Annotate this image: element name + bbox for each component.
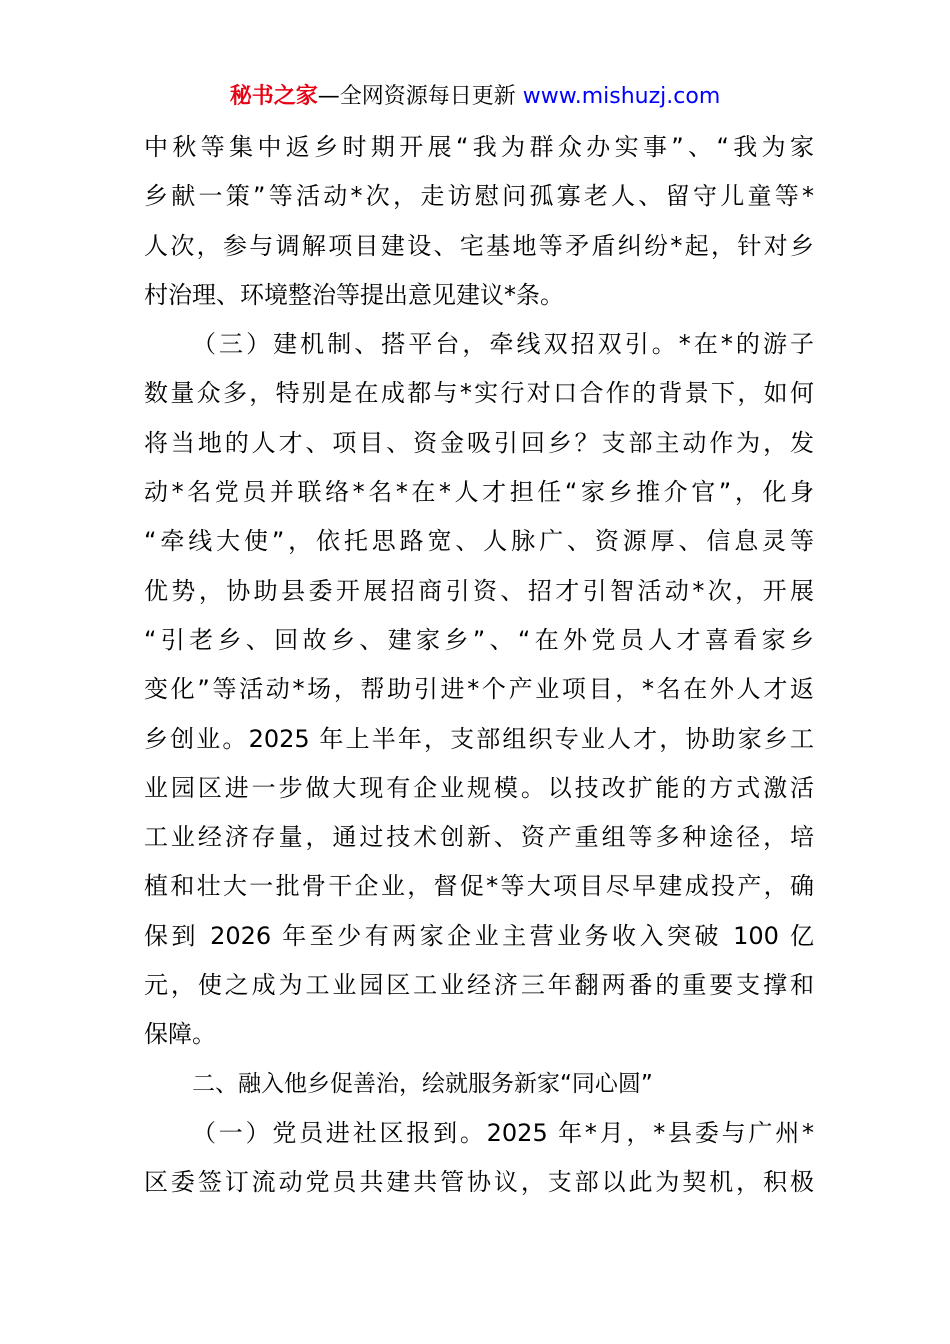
text-line: 变化”等活动*场，帮助引进*个产业项目，*名在外人才返 xyxy=(144,675,814,704)
text-line: 人次，参与调解项目建设、宅基地等矛盾纠纷*起，针对乡 xyxy=(144,231,814,260)
text-line: 将当地的人才、项目、资金吸引回乡？支部主动作为，发 xyxy=(144,428,814,457)
site-header xyxy=(0,80,950,114)
text-line: 植和壮大一批骨干企业，督促*等大项目尽早建成投产，确 xyxy=(144,872,814,901)
text-line: 保障。 xyxy=(144,1020,216,1049)
text-line: 数量众多，特别是在成都与*实行对口合作的背景下，如何 xyxy=(144,379,814,408)
text-line: “牵线大使”，依托思路宽、人脉广、资源厚、信息灵等 xyxy=(144,527,814,556)
text-line: 乡献一策”等活动*次，走访慰问孤寡老人、留守儿童等* xyxy=(144,182,814,211)
text-line: 动*名党员并联络*名*在*人才担任“家乡推介官”，化身 xyxy=(144,478,814,507)
text-line: 保到 2026 年至少有两家企业主营业务收入突破 100 亿 xyxy=(144,921,814,950)
subsection-heading-1: （一）党员进社区报到。2025 年*月，*县委与广州* xyxy=(192,1118,814,1147)
text-line: 业园区进一步做大现有企业规模。以技改扩能的方式激活 xyxy=(144,773,814,802)
brand-name: 秘书之家 xyxy=(229,84,318,109)
section-heading-3: （三）建机制、搭平台，牵线双招双引。*在*的游子 xyxy=(192,330,814,359)
site-url-link[interactable]: www.mishuzj.com xyxy=(522,84,721,109)
text-line: 村治理、环境整治等提出意见建议*条。 xyxy=(144,280,564,309)
text-line: 中秋等集中返乡时期开展“我为群众办实事”、“我为家 xyxy=(144,133,814,161)
text-line: 优势，协助县委开展招商引资、招才引智活动*次，开展 xyxy=(144,576,814,605)
text-line: 工业经济存量，通过技术创新、资产重组等多种途径，培 xyxy=(144,823,814,852)
text-line: 区委签订流动党员共建共管协议，支部以此为契机，积极 xyxy=(144,1168,814,1197)
text-line: 乡创业。2025 年上半年，支部组织专业人才，协助家乡工 xyxy=(144,724,814,753)
header-tagline: —全网资源每日更新 xyxy=(317,84,516,109)
text-line: 元，使之成为工业园区工业经济三年翻两番的重要支撑和 xyxy=(144,971,814,1000)
document-body xyxy=(144,123,814,1208)
text-line: “引老乡、回故乡、建家乡”、“在外党员人才喜看家乡 xyxy=(144,625,814,654)
section-heading-2: 二、融入他乡促善治，绘就服务新家“同心圆” xyxy=(192,1070,653,1097)
